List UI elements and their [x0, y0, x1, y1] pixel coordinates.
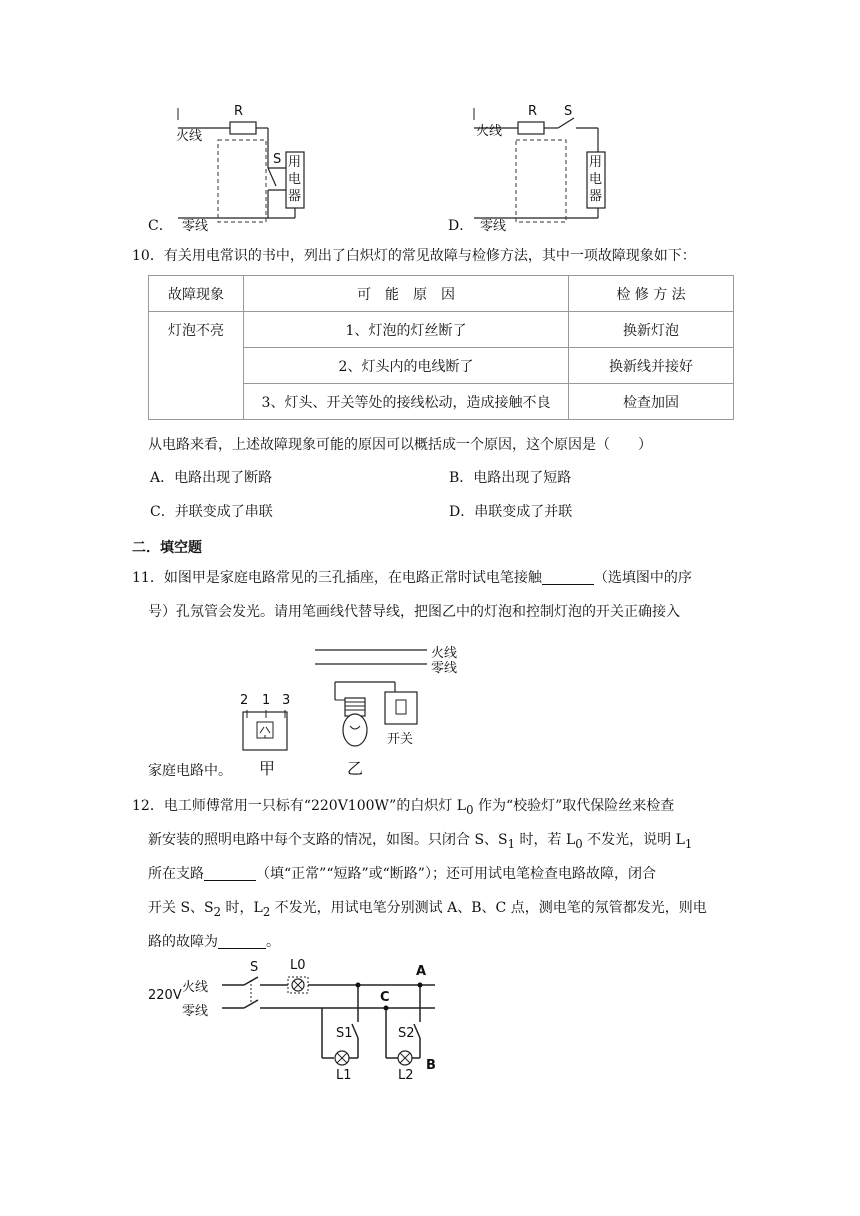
point-a-label: A [416, 964, 427, 979]
cause-cell: 1、灯泡的灯丝断了 [244, 312, 569, 348]
s1-label: S1 [336, 1026, 353, 1041]
subscript: 0 [575, 836, 583, 851]
section-title: 二．填空题 [132, 540, 202, 556]
table-header: 检 修 方 法 [569, 276, 734, 312]
live-wire-label: 火线 [476, 124, 503, 139]
neutral-wire-label: 零线 [182, 219, 209, 234]
table-row [149, 312, 734, 348]
q12-figure [140, 960, 450, 1090]
q10-prompt: 从电路来看，上述故障现象可能的原因可以概括成一个原因，这个原因是（ ） [148, 437, 652, 453]
q11-line2: 号）孔氖管会发光。请用笔画线代替导线，把图乙中的灯泡和控制灯泡的开关正确接入 [148, 604, 680, 620]
live-wire-label: 火线 [431, 646, 458, 661]
socket-hole-number: 1 [262, 693, 271, 708]
neutral-wire-label: 零线 [480, 219, 507, 234]
point-b-label: B [426, 1058, 436, 1073]
socket-hole-number: 3 [282, 693, 291, 708]
voltage-label: 220V [148, 988, 182, 1003]
q11-text: 11．如图甲是家庭电路常见的三孔插座，在电路正常时试电笔接触 [132, 570, 542, 586]
switch-label: S [273, 152, 282, 167]
q11-figure [235, 640, 475, 780]
neutral-wire-label: 零线 [431, 661, 458, 676]
switch-label: S [564, 104, 573, 119]
q12-line5 [148, 932, 280, 952]
cause-cell: 3、灯头、开关等处的接线松动，造成接触不良 [244, 384, 569, 420]
q11-line3: 家庭电路中。 [148, 763, 232, 779]
device-char: 用 [288, 155, 302, 170]
q12-line1 [132, 796, 674, 820]
subscript: 1 [507, 836, 516, 851]
subscript: 2 [213, 904, 222, 919]
subscript: 0 [466, 802, 474, 817]
live-wire-label: 火线 [182, 980, 209, 995]
figure-yi-label: 乙 [347, 759, 364, 778]
cause-cell: 2、灯头内的电线断了 [244, 348, 569, 384]
q10-stem: 10．有关用电常识的书中，列出了白炽灯的常见故障与检修方法，其中一项故障现象如下： [132, 248, 696, 264]
q12-text: 作为“校验灯”取代保险丝来检查 [473, 798, 675, 814]
q12-text: 时，L [221, 900, 263, 916]
q12-text: 时，若 L [515, 832, 576, 848]
l2-label: L2 [398, 1068, 414, 1083]
q12-text: 路的故障为 [148, 934, 218, 950]
table-header: 故障现象 [149, 276, 244, 312]
diagram-c [150, 100, 320, 235]
option-c-letter[interactable]: C． [148, 218, 173, 234]
answer-blank[interactable] [542, 570, 594, 585]
table-header: 可 能 原 因 [244, 276, 569, 312]
s2-label: S2 [398, 1026, 415, 1041]
socket-hole-number: 2 [240, 693, 249, 708]
q12-text: 不发光，说明 L [582, 832, 685, 848]
q12-text: 不发光，用试电笔分别测试 A、B、C 点，测电笔的氖管都发光，则电 [270, 900, 707, 916]
q12-text: 12．电工师傅常用一只标有“220V100W”的白炽灯 L [132, 798, 467, 814]
device-char: 器 [589, 189, 603, 204]
q12-text: 。 [266, 934, 280, 950]
l1-label: L1 [336, 1068, 352, 1083]
option-c[interactable]: C．并联变成了串联 [150, 504, 273, 520]
method-cell: 检查加固 [569, 384, 734, 420]
q12-line2 [148, 830, 692, 854]
resistor-label: R [528, 104, 538, 119]
l0-label: L0 [290, 958, 306, 973]
answer-blank[interactable] [218, 934, 266, 949]
method-cell: 换新线并接好 [569, 348, 734, 384]
switch-label: 开关 [387, 732, 414, 747]
live-wire-label: 火线 [176, 129, 203, 144]
resistor-label: R [234, 104, 244, 119]
device-label [589, 154, 603, 205]
q12-line3 [148, 864, 656, 884]
option-b[interactable]: B．电路出现了短路 [449, 470, 572, 486]
diagram-d [448, 100, 618, 235]
device-char: 用 [589, 155, 603, 170]
q12-line4 [148, 898, 707, 922]
point-c-label: C [380, 990, 390, 1005]
subscript: 1 [684, 836, 693, 851]
q11-text: （选填图中的序 [593, 570, 692, 586]
q12-text: 所在支路 [148, 866, 204, 882]
q12-text: 开关 S、S [148, 900, 214, 916]
phenomenon-cell: 灯泡不亮 [149, 312, 244, 420]
option-d-letter[interactable]: D． [448, 218, 474, 234]
table-header-row [149, 276, 734, 312]
neutral-wire-label: 零线 [182, 1004, 209, 1019]
fault-table [148, 275, 734, 420]
q11-line1 [132, 568, 692, 588]
answer-blank[interactable] [204, 866, 256, 881]
device-char: 电 [589, 172, 603, 187]
option-d[interactable]: D．串联变成了并联 [449, 504, 573, 520]
device-char: 电 [288, 172, 302, 187]
method-cell: 换新灯泡 [569, 312, 734, 348]
subscript: 2 [262, 904, 271, 919]
q12-text: 新安装的照明电路中每个支路的情况，如图。只闭合 S、S [148, 832, 508, 848]
main-switch-label: S [250, 960, 259, 975]
option-a[interactable]: A．电路出现了断路 [150, 470, 273, 486]
device-label [288, 154, 302, 205]
device-char: 器 [288, 189, 302, 204]
figure-jia-label: 甲 [259, 759, 276, 778]
q12-text: （填“正常”“短路”或“断路”）；还可用试电笔检查电路故障，闭合 [256, 866, 656, 882]
